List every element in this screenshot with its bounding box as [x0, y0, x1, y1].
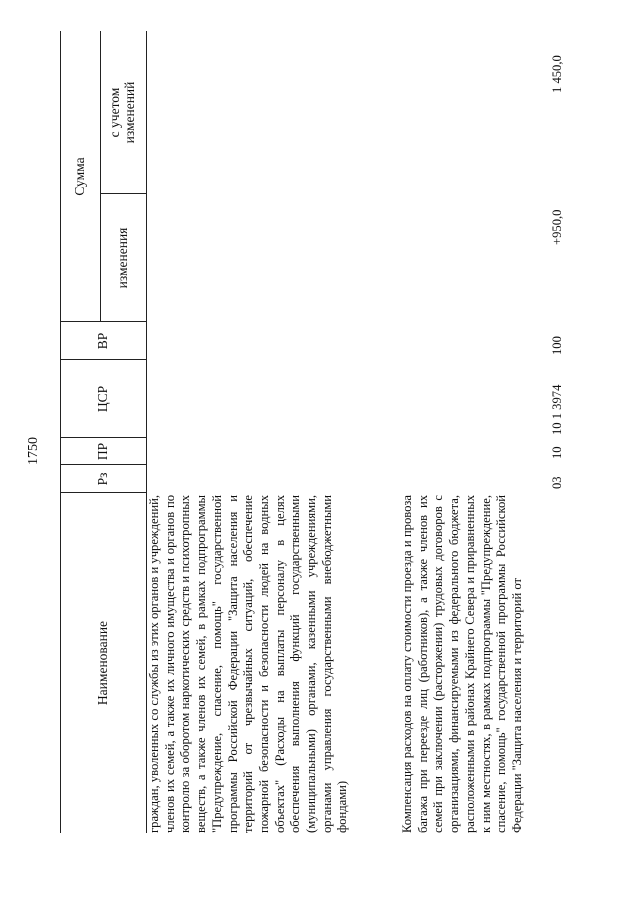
row1-with-changes: 1 450,0 — [550, 55, 564, 93]
header-pr: ПР — [95, 442, 110, 461]
row1-name — [147, 495, 351, 833]
header-with-changes — [108, 31, 138, 194]
header-with-changes-line2: изменений — [121, 81, 137, 144]
header-with-changes-line1: с учетом — [107, 87, 122, 138]
row1-rz: 03 — [550, 476, 564, 489]
row1-name-text: граждан, уволенных со службы из этих органов и учреждений, членов их семей, а также их личного имущества и органов по контролю за оборотом наркотических средств и психотропных веществ, а также членов их семей, в рамках подпрограммы "Предупреждение, спасение, помощь" государственной программы Российской Федерации "Защита населения и территорий от чрезвычайных ситуаций, обеспечение пожарной безопасности и безопасности людей на водных объектах" (Расходы на выплаты персоналу в целях обеспечения выполнения функций государственными (муниципальными) органами, казенными учреждениями, органами управления государственными внебюджетными фондами) — [147, 495, 350, 833]
header-sum: Сумма — [72, 157, 87, 196]
page-number: 1750 — [26, 437, 41, 465]
row1-pr: 10 — [550, 446, 564, 459]
row1-changes: +950,0 — [550, 209, 564, 245]
row1-csr: 10 1 3974 — [550, 384, 564, 435]
row1-vr: 100 — [550, 336, 564, 355]
header-vr: ВР — [95, 332, 110, 350]
header-name: Наименование — [95, 620, 110, 706]
sum-split-rule — [100, 31, 101, 322]
header-rz: Рз — [95, 472, 110, 486]
header-changes: изменения — [115, 227, 130, 289]
row2-name-text: Компенсация расходов на оплату стоимости проезда и провоза багажа при переезде лиц (работников), а также членов их семей при заключении (расторжении) трудовых договоров с организациями, финансируемыми из федерального бюджета, расположенными в районах Крайнего Севера и приравненных к ним местностях, в рамках подпрограммы "Предупреждение, спасение, помощь" государственной программы Российской Федерации "Защита населения и территорий от — [400, 495, 524, 833]
table-top-rule — [60, 31, 61, 833]
header-csr: ЦСР — [95, 385, 110, 413]
row2-name — [400, 495, 526, 833]
